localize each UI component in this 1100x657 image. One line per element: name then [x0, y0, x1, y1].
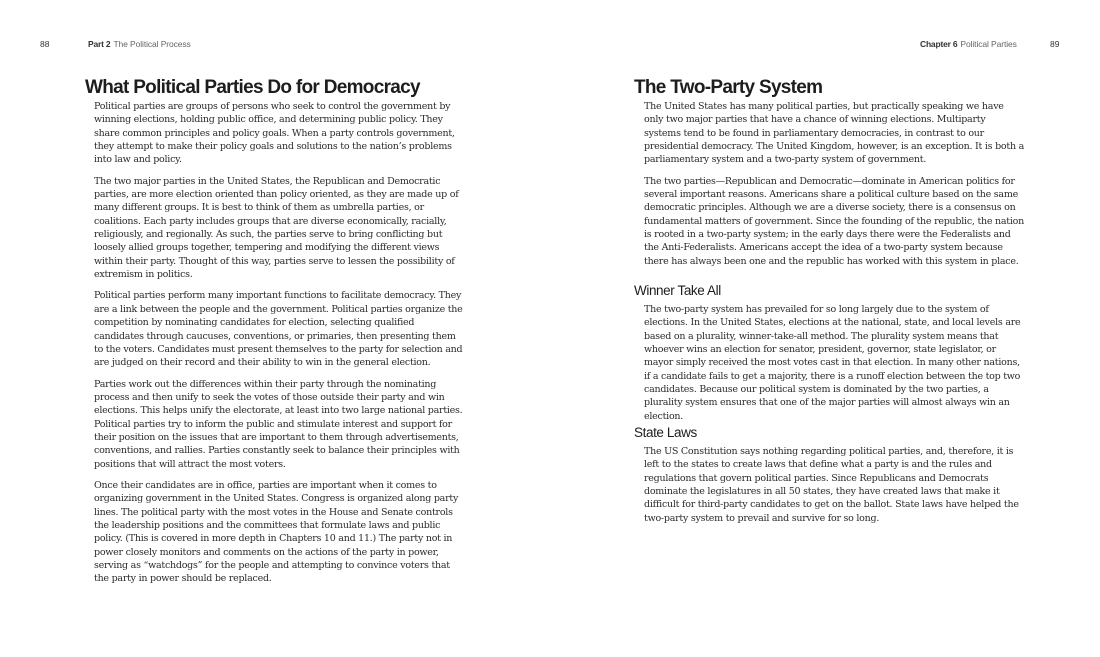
right-running-head-title: Political Parties [960, 39, 1017, 49]
left-paragraph-2: The two major parties in the United States, the Republican and Democratic parties, are more election oriented than policy oriented, as they are made up of many different groups. It is best to think of them as umbrella parties, or coalitions. Each party includes groups that are diverse economically, racially, religiously, and regionally. As such, the parties serve to bring conflicting but loosely allied groups together, tempering and modifying the different views within their party. Thought of this way, parties serve to lessen the possibility of extremism in politics. [94, 175, 459, 281]
left-page-number: 88 [40, 39, 50, 49]
winner-take-all-body [644, 303, 1024, 431]
winner-take-all-paragraph: The two-party system has prevailed for so long largely due to the system of elections. In the United States, elections at the national, state, and local levels are based on a plurality, winner-take-all method. The plurality system means that whoever wins an election for senator, president, governor, state legislator, or mayor simply received the most votes cast in that election. In many other nations, if a candidate fails to get a majority, there is a runoff election between the top two candidates. Because our political system is dominated by the two parties, a plurality system ensures that one of the major parties will almost always win an election. [644, 304, 1021, 422]
left-running-head-title: The Political Process [113, 39, 191, 49]
right-running-head-label: Chapter 6 [920, 39, 958, 49]
right-page [550, 0, 1100, 657]
right-body-text [644, 100, 1024, 276]
state-laws-paragraph: The US Constitution says nothing regarding political parties, and, therefore, it is left to the states to create laws that define what a party is and the rules and regulations that govern political parties. Since Republicans and Democrats dominate the legislatures in all 50 states, they have created laws that make it difficult for third-party candidates to get on the ballot. State laws have helped the two-party system to prevail and survive for so long. [644, 446, 1019, 524]
left-running-head-label: Part 2 [88, 39, 111, 49]
left-paragraph-5: Once their candidates are in office, parties are important when it comes to organizing government in the United States. Congress is organized along party lines. The political party with the most votes in the House and Senate controls the leadership positions and the committees that formulate laws and public policy. (This is covered in more depth in Chapters 10 and 11.) The party not in power closely monitors and comments on the actions of the party in power, serving as “watchdogs” for the people and attempting to convince voters that the party in power should be replaced. [94, 479, 459, 585]
left-running-head [88, 39, 191, 49]
state-laws-heading: State Laws [634, 425, 697, 440]
right-paragraph-1: The United States has many political parties, but practically speaking we have only two major parties that have a chance of winning elections. Multiparty systems tend to be found in parliamentary democracies, in contrast to our presidential democracy. The United Kingdom, however, is an exception. It is both a parliamentary system and a two-party system of government. [644, 101, 1024, 166]
right-page-number: 89 [1050, 39, 1060, 49]
left-paragraph-3: Political parties perform many important functions to facilitate democracy. They are a link between the people and the government. Political parties organize the competition by nominating candidates for election, selecting qualified candidates through caucuses, conventions, or primaries, then presenting them to the voters. Candidates must present themselves to the party for selection and are judged on their record and their ability to win in the general election. [94, 290, 463, 369]
right-running-head [920, 39, 1017, 49]
right-section-heading: The Two-Party System [634, 77, 823, 98]
left-paragraph-1: Political parties are groups of persons who seek to control the government by winning elections, holding public office, and determining public policy. They share common principles and policy goals. When a party controls government, they attempt to make their policy goals and solutions to the nation’s problems into law and policy. [94, 101, 455, 166]
right-paragraph-2: The two parties—Republican and Democratic—dominate in American politics for several important reasons. Americans share a political culture based on the same democratic principles. Although we are a diverse society, there is a consensus on fundamental matters of government. Since the founding of the republic, the nation is rooted in a two-party system; in the early days there were the Federalists and the Anti-Federalists. Americans accept the idea of a two-party system because there has always been one and the republic has worked with this system in place. [644, 175, 1024, 267]
left-body-text [94, 100, 464, 594]
winner-take-all-heading: Winner Take All [634, 283, 721, 298]
left-paragraph-4: Parties work out the differences within their party through the nominating process and then unify to seek the votes of those outside their party and win elections. This helps unify the electorate, at least into two large national parties. Political parties try to inform the public and stimulate interest and support for their position on the issues that are important to them through advertisements, conventions, and rallies. Parties constantly seek to balance their principles with positions that will attract the most voters. [94, 378, 463, 470]
state-laws-body [644, 445, 1024, 533]
left-section-heading: What Political Parties Do for Democracy [85, 77, 420, 98]
